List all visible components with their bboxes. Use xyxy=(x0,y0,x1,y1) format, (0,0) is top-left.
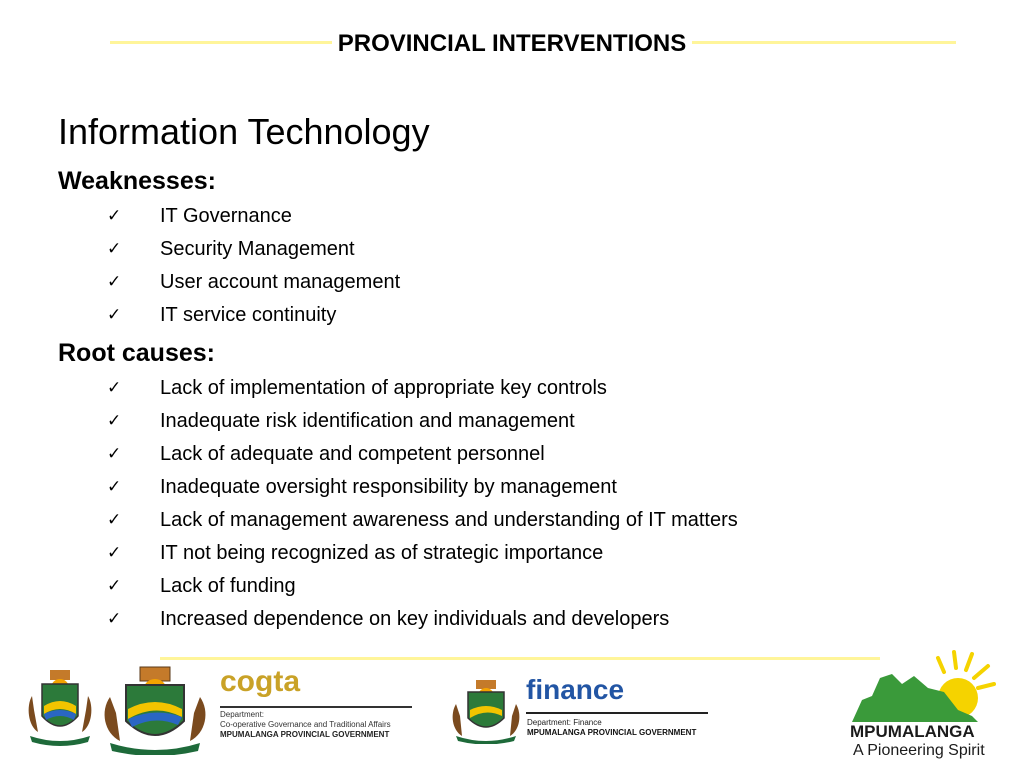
cogta-government-name: MPUMALANGA PROVINCIAL GOVERNMENT xyxy=(220,730,390,739)
checkmark-icon: ✓ xyxy=(107,239,122,259)
list-item-text: IT Governance xyxy=(160,205,292,227)
footer-logos xyxy=(0,660,1024,768)
mpumalanga-tagline: A Pioneering Spirit xyxy=(853,742,985,759)
slide-title-text: PROVINCIAL INTERVENTIONS xyxy=(332,30,693,57)
coat-of-arms-icon xyxy=(450,678,522,744)
finance-logo-text: finance xyxy=(526,674,625,705)
checkmark-icon: ✓ xyxy=(107,477,122,497)
coat-of-arms-icon xyxy=(24,666,96,746)
list-item-text: IT not being recognized as of strategic importance xyxy=(160,542,604,564)
checkmark-icon: ✓ xyxy=(107,510,122,530)
slide-title xyxy=(0,29,1024,59)
list-item-text: Security Management xyxy=(160,238,355,260)
checkmark-icon: ✓ xyxy=(107,411,122,431)
finance-department-label: Department: Finance xyxy=(527,718,602,727)
list-item-text: IT service continuity xyxy=(160,304,337,326)
checkmark-icon: ✓ xyxy=(107,305,122,325)
mpumalanga-logo-name: MPUMALANGA xyxy=(850,722,975,741)
root-causes-heading: Root causes: xyxy=(58,339,215,367)
checkmark-icon: ✓ xyxy=(107,272,122,292)
weaknesses-heading: Weaknesses: xyxy=(58,167,216,195)
checkmark-icon: ✓ xyxy=(107,609,122,629)
list-item-text: Inadequate oversight responsibility by management xyxy=(160,476,617,498)
list-item-text: Inadequate risk identification and management xyxy=(160,410,575,432)
list-item-text: Lack of management awareness and understanding of IT matters xyxy=(160,509,738,531)
cogta-department-label: Department: xyxy=(220,710,265,719)
finance-rule xyxy=(526,712,708,714)
list-item-text: Lack of funding xyxy=(160,575,296,597)
cogta-logo-text: cogta xyxy=(220,665,301,698)
list-item-text: Increased dependence on key individuals and developers xyxy=(160,608,670,630)
cogta-rule xyxy=(220,706,412,708)
checkmark-icon: ✓ xyxy=(107,576,122,596)
checkmark-icon: ✓ xyxy=(107,378,122,398)
section-heading: Information Technology xyxy=(58,111,430,152)
list-item-text: User account management xyxy=(160,271,401,293)
mpumalanga-sun-hills-icon xyxy=(848,648,998,728)
checkmark-icon: ✓ xyxy=(107,206,122,226)
finance-government-name: MPUMALANGA PROVINCIAL GOVERNMENT xyxy=(527,728,697,737)
checkmark-icon: ✓ xyxy=(107,543,122,563)
coat-of-arms-icon xyxy=(100,663,210,755)
list-item-text: Lack of implementation of appropriate key controls xyxy=(160,377,607,399)
cogta-department-name: Co-operative Governance and Traditional Affairs xyxy=(220,720,391,729)
checkmark-icon: ✓ xyxy=(107,444,122,464)
list-item-text: Lack of adequate and competent personnel xyxy=(160,443,545,465)
